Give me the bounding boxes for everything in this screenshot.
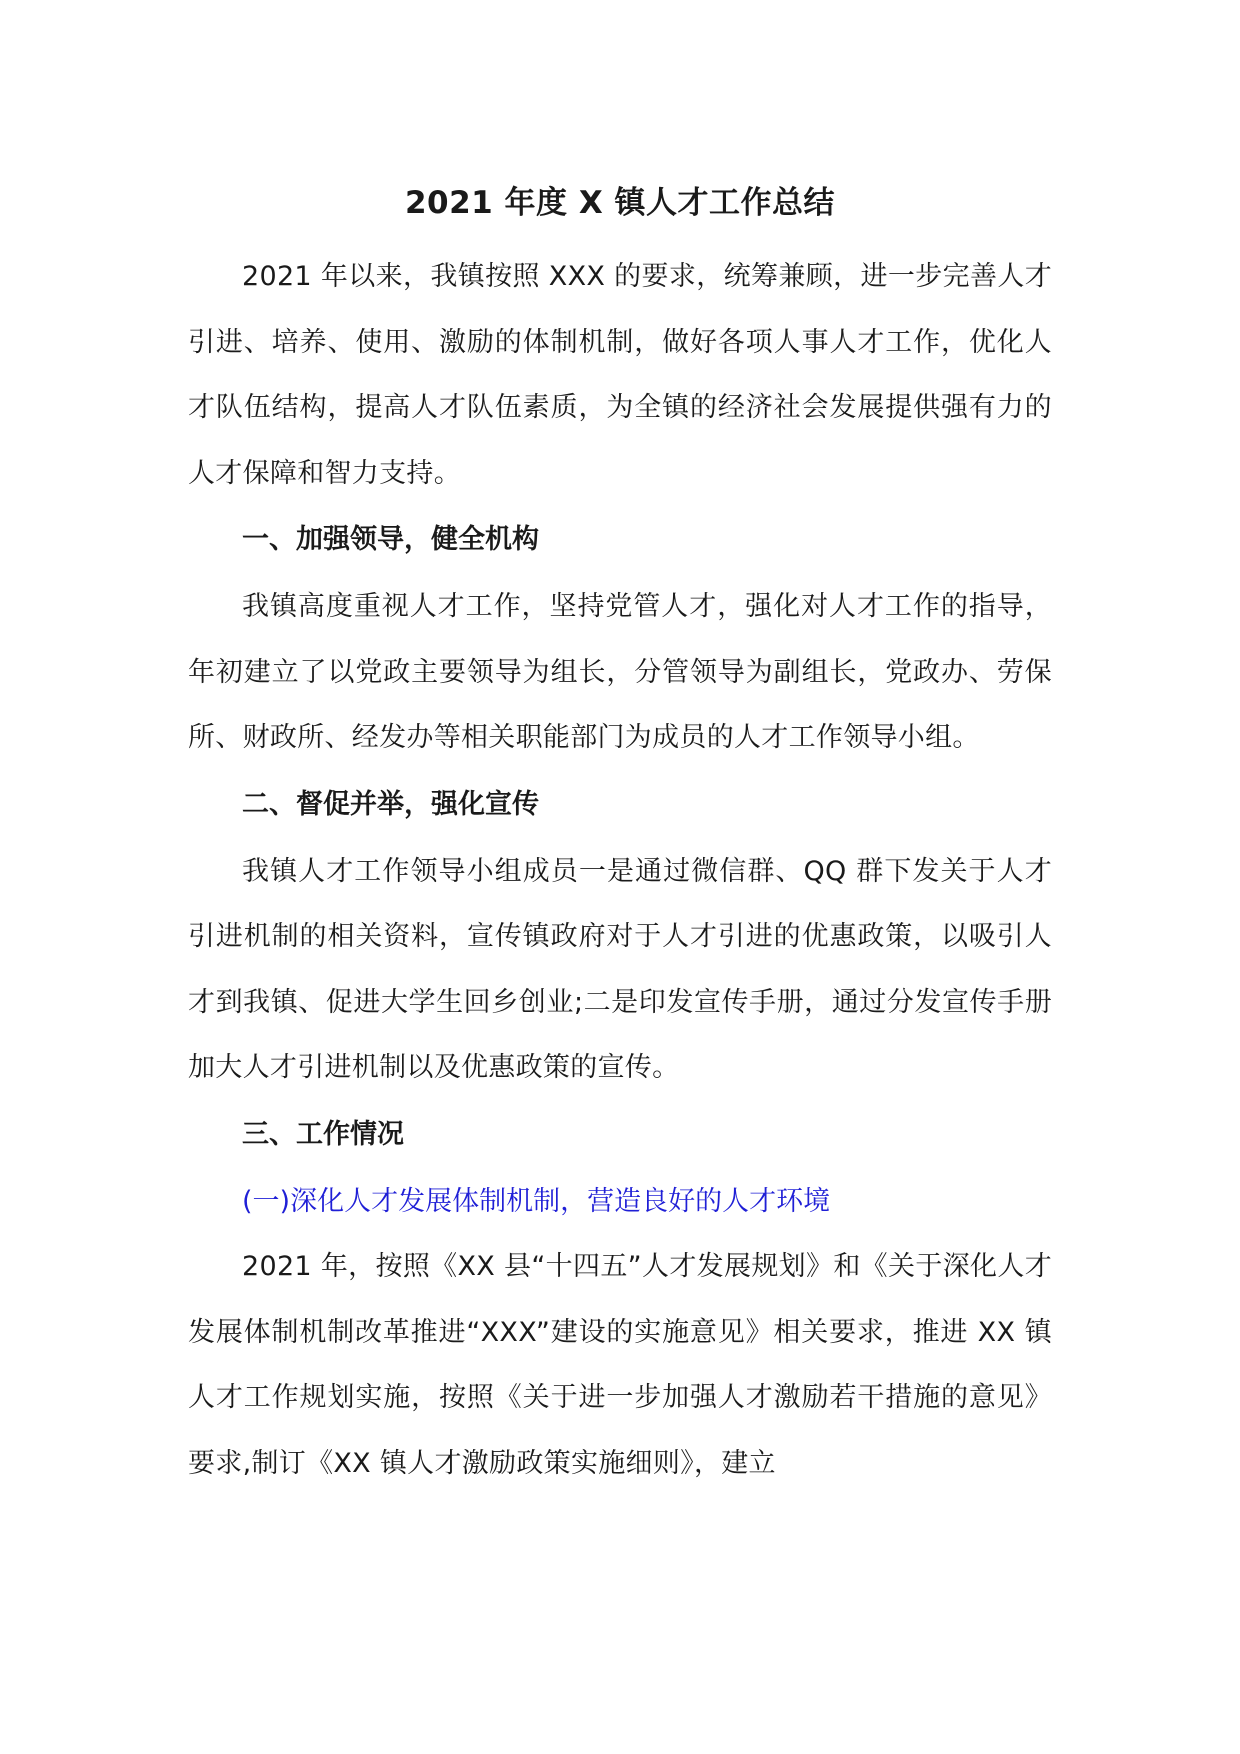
section-2-heading: 二、督促并举，强化宣传 <box>242 788 539 820</box>
section-3-subheading: (一)深化人才发展体制机制，营造良好的人才环境 <box>242 1185 831 1217</box>
document-page <box>188 178 1052 1496</box>
section-1-heading: 一、加强领导，健全机构 <box>242 524 539 555</box>
intro-paragraph: 2021 年以来，我镇按照 XXX 的要求，统筹兼顾，进一步完善人才引进、培养、使用、激励的体制机制，做好各项人事人才工作，优化人才队伍结构，提高人才队伍素质，为全镇的经济社会发展提供强有力的人才保障和智力支持。 <box>188 261 1052 489</box>
section-2-body: 我镇人才工作领导小组成员一是通过微信群、QQ 群下发关于人才引进机制的相关资料，宣传镇政府对于人才引进的优惠政策，以吸引人才到我镇、促进大学生回乡创业;二是印发宣传手册，通过分发宣传手册加大人才引进机制以及优惠政策的宣传。 <box>188 855 1052 1083</box>
section-1-body: 我镇高度重视人才工作，坚持党管人才，强化对人才工作的指导，年初建立了以党政主要领导为组长，分管领导为副组长，党政办、劳保所、财政所、经发办等相关职能部门为成员的人才工作领导小组。 <box>188 591 1052 753</box>
document-title: 2021 年度 X 镇人才工作总结 <box>404 185 836 221</box>
section-3-body: 2021 年，按照《XX 县“十四五”人才发展规划》和《关于深化人才发展体制机制改革推进“XXX”建设的实施意见》相关要求，推进 XX 镇人才工作规划实施，按照《关于进一步加强人才激励若干措施的意见》要求,制订《XX 镇人才激励政策实施细则》，建立 <box>188 1251 1052 1479</box>
section-3-heading: 三、工作情况 <box>242 1118 404 1150</box>
